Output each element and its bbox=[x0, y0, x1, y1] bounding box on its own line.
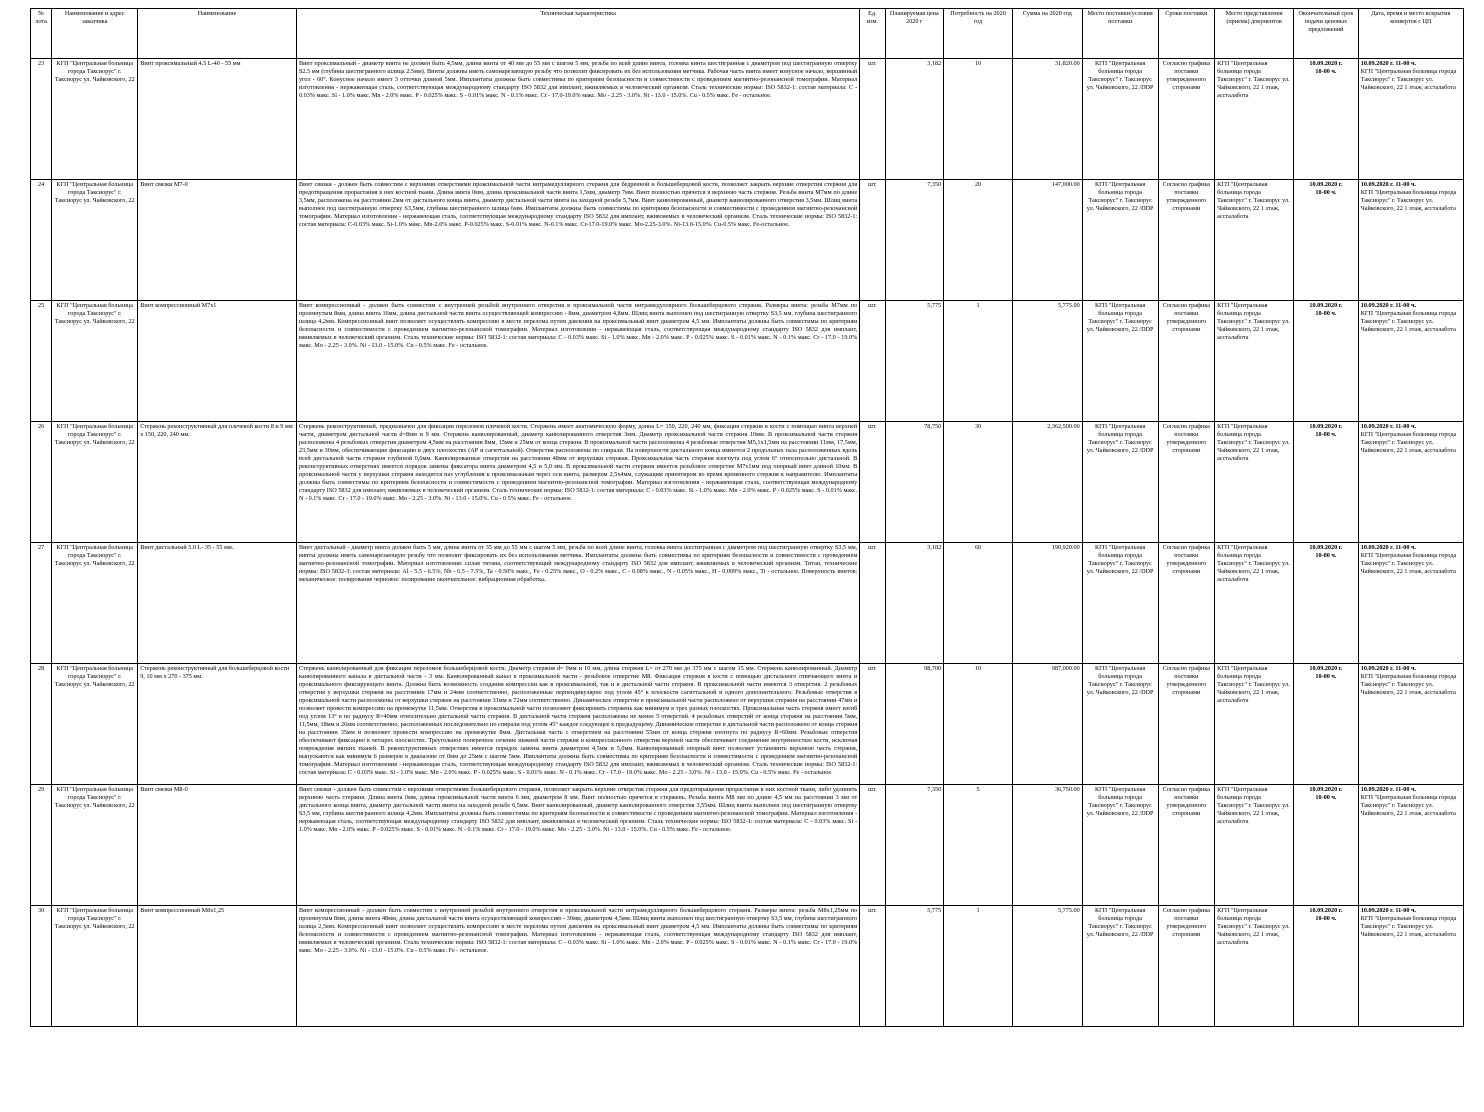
opening-datetime: 10.09.2020 г. 11-00 ч. bbox=[1360, 907, 1417, 914]
term-cell: Согласно графика поставки утвержденного сторонами bbox=[1158, 906, 1215, 1027]
deadline-time: 10-00 ч. bbox=[1315, 68, 1337, 75]
opening-place: КГП "Центральная больница города Таксиорус" г. Таксиорус ул. Чайковского, 22 1 этаж, ассталабота bbox=[1360, 431, 1457, 454]
opening-cell bbox=[1358, 543, 1463, 664]
item-spec: Винт связки - должен быть совместим с верхними отверстиями большеберцового стержня, позволяет закрыть верхние отверстия стержня для предотвращения прорастания в них костной ткани, либо удлинить верхнюю часть стержня. Длина винта 0мм, длина проксимальной части винта 6 мм, диаметром 8 мм. Винт полностью прячется в стержень. Резьба винта М8 мм по длине 4,5 мм на расстоянии 3 мм от дистального конца винта, диаметр дистальной части винта на заходной резьбе 6,5мм. Винт канюлированный, диаметр канюлированного отверстия 3,55мм. Шлиц винта выполнен под шестигранную отвертку S3,5 мм, глубина шестигранного шлица 4,2мм. Имплантаты должны быть совместимы по критериям безопасности и совместимости с проведением магнитно-резонансной томографии. Материал изготовления - нержавеющая сталь, соответствующая международному стандарту ISO 5832 для имплант, вживляемых в человеческий организм. Сталь технические нормы: ISO 5832-1: состав материала: С - 0.03% макс. Si - 1.0% макс. Mn - 2.0% макс. P - 0.025% макс. S - 0.01% макс. N - 0.1% макс. Cr - 17.0 - 19.0% макс. Mo - 2.25 - 3.0%. Ni - 13.0 - 15.0%. Cu - 0.5% макс. Fe - остальное. bbox=[296, 785, 859, 906]
header-sum: Сумма на 2020 год bbox=[1012, 9, 1082, 59]
price-cell: 78,750 bbox=[885, 422, 944, 543]
deadline-time: 10-00 ч. bbox=[1315, 794, 1337, 801]
deadline-cell bbox=[1294, 180, 1359, 301]
price-cell: 7,350 bbox=[885, 785, 944, 906]
price-cell: 3,182 bbox=[885, 543, 944, 664]
customer-cell: КГП "Центральная больница города Таксиорус" г. Таксиорус ул. Чайковского, 22 bbox=[52, 664, 138, 785]
deadline-date: 10.09.2020 г. bbox=[1309, 907, 1343, 914]
item-name: Винт связки М8-0 bbox=[138, 785, 297, 906]
item-spec: Винт компрессионный - должен быть совместим с внутренней резьбой внутреннего отверстия в проксимальной части интрамедуллярного большеберцового стержня. Размеры винта: резьба М8х1,25мм по проемнутым 8мм, длина винта 48мм, длина дистальной части винта осуществляющей компрессию - 30мм, диаметром 4,5мм. Шлиц винта выполнен под шестигранную отвертку S3,5 мм, глубина шестигранного шлица 2,5мм. Компрессионный винт позволяет осуществлять компрессию в месте перелома путем давления на проксимальный винт диаметром 4,5 мм. Имплантаты должны быть совместимы по критериям безопасности и совместимости с проведением магнитно-резонансной томографии. Материал изготовления - нержавеющая сталь, соответствующая международному стандарту ISO 5832 для имплант, вживляемых в человеческий организм. Сталь технические нормы: ISO 5832-1: состав материала: С - 0.03% макс. Si - 1.0% макс. Mn - 2.0% макс. P - 0.025% макс. S - 0.01% макс. N - 0.1% макс. Cr - 17.0 - 19.0% макс. Mo - 2.25 - 3.0%. Ni - 13.0 - 15.0%. Cu - 0.5% макс. Fe - остальное. bbox=[296, 906, 859, 1027]
opening-place: КГП "Центральная больница города Таксиорус" г. Таксиорус ул. Чайковского, 22 1 этаж, ассталабота bbox=[1360, 552, 1457, 575]
sum-cell: 36,750.00 bbox=[1012, 785, 1082, 906]
deadline-time: 10-00 ч. bbox=[1315, 189, 1337, 196]
table-row bbox=[31, 59, 1464, 180]
opening-datetime: 10.09.2020 г. 11-00 ч. bbox=[1360, 60, 1417, 67]
header-deadline: Окончательный срок подачи ценовых предложений bbox=[1294, 9, 1359, 59]
opening-place: КГП "Центральная больница города Таксиорус" г. Таксиорус ул. Чайковского, 22 1 этаж, ассталабота bbox=[1360, 673, 1457, 696]
customer-cell: КГП "Центральная больница города Таксиорус" г. Таксиорус ул. Чайковского, 22 bbox=[52, 59, 138, 180]
deadline-time: 10-00 ч. bbox=[1315, 552, 1337, 559]
delivery-cell: КГП "Центральная больница города Таксиорус" г. Таксиорус ул. Чайковского, 22 /DDP bbox=[1082, 543, 1158, 664]
sum-cell: 987,000.00 bbox=[1012, 664, 1082, 785]
deadline-date: 10.09.2020 г. bbox=[1309, 302, 1343, 309]
sum-cell: 5,775.00 bbox=[1012, 906, 1082, 1027]
opening-place: КГП "Центральная больница города Таксиорус" г. Таксиорус ул. Чайковского, 22 1 этаж, ассталабота bbox=[1360, 68, 1457, 91]
deadline-date: 10.09.2020 г. bbox=[1309, 786, 1343, 793]
delivery-cell: КГП "Центральная больница города Таксиорус" г. Таксиорус ул. Чайковского, 22 /DDP bbox=[1082, 422, 1158, 543]
sum-cell: 2,362,500.00 bbox=[1012, 422, 1082, 543]
price-cell: 5,775 bbox=[885, 906, 944, 1027]
lot-number: 27 bbox=[31, 543, 52, 664]
term-cell: Согласно графика поставки утвержденного сторонами bbox=[1158, 664, 1215, 785]
unit-cell: шт. bbox=[860, 59, 885, 180]
delivery-cell: КГП "Центральная больница города Таксиорус" г. Таксиорус ул. Чайковского, 22 /DDP bbox=[1082, 180, 1158, 301]
opening-datetime: 10.09.2020 г. 11-00 ч. bbox=[1360, 665, 1417, 672]
customer-cell: КГП "Центральная больница города Таксиорус" г. Таксиорус ул. Чайковского, 22 bbox=[52, 422, 138, 543]
unit-cell: шт. bbox=[860, 422, 885, 543]
item-spec: Стержень реконструктивный, предназначен для фиксации переломов плечевой кости. Стержень имеет анатомическую форму, длина L= 150, 220, 240 мм, фиксация стержня в кости с помощью винта верхней части, диаметром дистальной части d=8мм и 9 мм. Стержень канюлированный, диаметр канюлированного отверстия 3мм. Диаметр проксимальной части стержня 10мм. В проксимальной части стержня расположены 4 резьбовых отверстия диаметром 4,5мм на расстоянии 8мм, 15мм и 25мм от конца стержня. В проксимальной части расположены 4 резьбовые отверстия М5,1х1,5мм на расстоянии 11мм, 17,5мм, 23,5мм и 30мм, обеспечивающие фиксацию в двух плоскостях (АР и сагиттальной). Отверстия расположены по спирали. На поверхности дистального конца имеются 2 продольных паза расположенных вдоль всей дистальной части стержня глубиной 0,6мм. Канюлированные отверстия на расстоянии 48мм от верхушки стержня. Проксимальная часть стержня изогнута под углом 6° относительно дистальной. В реконструктивных отверстиях имеется порядок замены фиксатора винта диаметром 4,5 и 5,0 мм. В проксимальной части стержня имеется резьбовое отверстие М7х1мм под опорный винт длиной 10мм. В проксимальной части у верхушки стержня находится паз углубления к проксимальным через оси винта, размером 2,5х4мм, служащим ориентиром во время временного стержня к направителю. Имплантаты должны быть совместимы по критериям безопасности и совместимости с проведением магнитно-резонансной томографии. Материал изготовления - нержавеющая сталь, соответствующая международному стандарту ISO 5832 для имплант, вживляемых в человеческий организм. Сталь технические нормы: ISO 5832-1: состав материала: С - 0.03% макс. Si - 1.0% макс. Mn - 2.0% макс. P - 0.025% макс. S - 0.01% макс. N - 0.1% макс. Cr - 17.0 - 19.0% макс. Mo - 2.25 - 3.0%. Ni - 13.0 - 15.0%. Cu - 0.5% макс. Fe - остальное. bbox=[296, 422, 859, 543]
item-spec: Винт связки - должен быть совместим с верхними отверстиями проксимальной части интрамедуллярного стержня для бедренной и большеберцовой кости, позволяет закрыть верхние отверстия стержня для предотвращения прорастания в них костной ткани. Длина винта 0мм, длина проксимальной части винта 1,5мм, диаметр 7мм. Винт полностью прячется в верхнюю часть стержня. Резьба винта М7мм по длине 3,5мм, расположена на расстоянии 2мм от дистального конца винта, диаметр дистальной части винта на заходной резьбе 5,7мм. Винт канюлированный, диаметр канюлированного отверстия 3,5мм. Шлиц винта выполнен под шестигранную отвертку S3,5мм, глубина шестигранного шлица 6мм. Имплантаты должны быть совместимы по критериям безопасности и совместимости с проведением магнитно-резонансной томографии. Материал изготовления - нержавеющая сталь, соответствующая международному стандарту ISO 5832 для имплант, вживляемых в человеческий организм. Сталь технические нормы: ISO 5832-1: состав материала: С-0.03% макс. Si-1.0% макс. Mn-2.0% макс. P-0.025% макс. S-0.01% макс. N-0.1% макс. Cr-17.0-19.0% макс. Mo-2.25-3.0%. Ni-13.0-15.0%. Cu-0.5% макс. Fe-остальное. bbox=[296, 180, 859, 301]
term-cell: Согласно графика поставки утвержденного сторонами bbox=[1158, 785, 1215, 906]
table-row bbox=[31, 906, 1464, 1027]
deadline-date: 10.09.2020 г. bbox=[1309, 665, 1343, 672]
customer-cell: КГП "Центральная больница города Таксиорус" г. Таксиорус ул. Чайковского, 22 bbox=[52, 180, 138, 301]
deadline-cell bbox=[1294, 785, 1359, 906]
price-cell: 3,182 bbox=[885, 59, 944, 180]
table-row bbox=[31, 785, 1464, 906]
header-delivery-place: Место поставки/условия поставки bbox=[1082, 9, 1158, 59]
delivery-cell: КГП "Центральная больница города Таксиорус" г. Таксиорус ул. Чайковского, 22 /DDP bbox=[1082, 906, 1158, 1027]
deadline-time: 10-00 ч. bbox=[1315, 310, 1337, 317]
lot-number: 26 bbox=[31, 422, 52, 543]
customer-cell: КГП "Центральная больница города Таксиорус" г. Таксиорус ул. Чайковского, 22 bbox=[52, 301, 138, 422]
deadline-cell bbox=[1294, 906, 1359, 1027]
qty-cell: 30 bbox=[944, 422, 1013, 543]
docs-cell: КГП "Центральная больница города Таксиорус" г. Таксиорус ул. Чайковского, 22 1 этаж, ассталабота bbox=[1215, 180, 1294, 301]
table-row bbox=[31, 664, 1464, 785]
docs-cell: КГП "Центральная больница города Таксиорус" г. Таксиорус ул. Чайковского, 22 1 этаж, ассталабота bbox=[1215, 543, 1294, 664]
sum-cell: 31,820.00 bbox=[1012, 59, 1082, 180]
opening-cell bbox=[1358, 664, 1463, 785]
price-cell: 7,350 bbox=[885, 180, 944, 301]
item-name: Стержень реконструктивный для большеберцовой кости 9, 10 мм х 270 - 375 мм. bbox=[138, 664, 297, 785]
price-cell: 98,700 bbox=[885, 664, 944, 785]
header-lot: № лота bbox=[31, 9, 52, 59]
price-cell: 5,775 bbox=[885, 301, 944, 422]
deadline-cell bbox=[1294, 543, 1359, 664]
item-name: Стержень реконструктивный для плечевой кости 8 и 9 мм х 150, 220, 240 мм. bbox=[138, 422, 297, 543]
term-cell: Согласно графика поставки утвержденного сторонами bbox=[1158, 59, 1215, 180]
item-spec: Винт дистальный - диаметр винта должен быть 5 мм, длина винта от 35 мм до 55 мм с шагом 5 мм, резьба по всей длине винта, головка винта шестигранная с диаметром под шестигранную отвертку S3,5 мм, винты должны иметь самонарезающую резьбу что позволит фиксировать их без использования метчика. Имплантаты должны быть совместимы по критериям безопасности и совместимости с проведением магнитно-резонансной томографии. Материал изготовления: сплав титана, соответствующий международному стандарту ISO 5832 для имплант, вживляемых в человеческий организм. Титан, технические нормы: ISO 5832-3: состав материала: Al - 5.5 - 6.5%, Nb - 6.5 - 7.5%, Ta - 0.50% макс., Fe - 0.25% макс., О - 0.2% макс., С - 0.08% макс., N - 0.05% макс., H - 0.009% макс., Ti - остальное. Поверхность винтов: механическое: полирование черновое: полирование окончательное: вибрационная обработка. bbox=[296, 543, 859, 664]
unit-cell: шт. bbox=[860, 906, 885, 1027]
item-spec: Винт проксимальный - диаметр винта не должен быть 4,5мм, длина винта от 40 мм до 55 мм с шагом 5 мм, резьба по всей длине винта, головка винта шестигранная с диаметром под шестигранную отвертку S2.5 мм (глубина шестигранного шлица 2.5мм). Винты должны иметь самонарезающую резьбу что позволит фиксировать их без использования метчика. Рабочая часть винта имеет конусное начало, вершинный угол - 60°. Конусное начало имеет 3 отточки длиной 5мм. Имплантаты должны быть совместимы по критериям безопасности и совместимости с проведением магнитно-резонансной томографии. Материал изготовления - нержавеющая сталь, соответствующая международному стандарту ISO 5832 для имплант, вживляемых в человеческий организм. Сталь технические нормы: ISO 5832-1: состав материала: С - 0.03% макс. Si - 1.0% макс. Mn - 2.0% макс. P - 0.025% макс. S - 0.01% макс. N - 0.1% макс. Cr - 17.0-19.0% макс. Mo - 2.25 - 3.0%. Ni - 13.0 - 15.0%. Cu - 0.5% макс. Fe - остальное. bbox=[296, 59, 859, 180]
header-customer: Наименование и адрес заказчика bbox=[52, 9, 138, 59]
opening-place: КГП "Центральная больница города Таксиорус" г. Таксиорус ул. Чайковского, 22 1 этаж, ассталабота bbox=[1360, 915, 1457, 938]
unit-cell: шт. bbox=[860, 785, 885, 906]
qty-cell: 20 bbox=[944, 180, 1013, 301]
opening-datetime: 10.09.2020 г. 11-00 ч. bbox=[1360, 302, 1417, 309]
qty-cell: 10 bbox=[944, 664, 1013, 785]
delivery-cell: КГП "Центральная больница города Таксиорус" г. Таксиорус ул. Чайковского, 22 /DDP bbox=[1082, 664, 1158, 785]
deadline-cell bbox=[1294, 422, 1359, 543]
opening-cell bbox=[1358, 59, 1463, 180]
opening-cell bbox=[1358, 301, 1463, 422]
header-term: Сроки поставки bbox=[1158, 9, 1215, 59]
item-name: Винт дистальный 5.0 L- 35 - 55 мм. bbox=[138, 543, 297, 664]
item-spec: Стержень канюлированный для фиксации переломов большеберцовой кости. Диаметр стержня d= 9мм и 10 мм, длина стержня L= от 270 мм до 375 мм с шагом 15 мм. Стержень канюлированный. Диаметр канюлированного канала в дистальной части - 3 мм. Канюлированный канал в проксимальной части - резьбовое отверстие М8. Фиксация стержня в кости с помощью дистального отвечающего винта и проксимального фиксирующего винта. Должна быть возможность создания компрессии как в проксимальной, так и в дистальной части стержня. В проксимальной части имеются 3 отверстия. 2 резьбовых отверстия у верхушки стержня на расстоянии 17мм и 24мм соответственно, расположенные перпендикулярно под углом 45° к плоскости сагиттальной и одного дополнительного. Резьбовые отверстия в проксимальной части расположены от верхушки стержня на расстоянии 31мм и 72мм соответственно. Динамическое отверстие в проксимальной части расположено от верхушки стержня на расстоянии 47мм и позволяет провести компрессию на промежутке 11,5мм. Отверстия в проксимальной части позволяют фиксировать стержень как минимум в трех разных плоскостях. Проксимальная часть стержня имеет изгиб под углом 13° в по радиусу R=40мм относительно дистальной части стержня. В дистальной части стержня расположены не менее 5 отверстий. 4 резьбовых отверстий от конца стержня на расстоянии 5мм, 11,5мм, 18мм и 26мм соответственно, расположенных последовательно по спирали под углом 45° каждое следующее к предыдущему. Динамическое отверстие в дистальной части расположено от конца стержня на расстоянии 35мм и позволяет провести компрессию на промежутке 8мм. Дистальная часть с отверстием на расстоянии 55мм от конца стержня изогнута по радиусу R=60мм. Резьбовые отверстия обеспечивают фиксацию в четырех плоскостях. Треугольное поперечное сечение нижней части стержня и компрессионного отверстия верхней части обеспечивает соединение внутренностью кости, исключая повреждения мягких тканей. В реконструктивных отверстиях имеется порядок замены винта диаметром 4,5мм и 5,0мм. Канюлированный опорный винт позволяет установить верхнюю часть стержня, выпускаются как минимум 6 размеров в диапазоне от 0мм до 25мм с шагом 5мм. Имплантаты должны быть совместимы по критериям безопасности и совместимости с проведением магнитно-резонансной томографии. Материал изготовления - нержавеющая сталь, соответствующая международному стандарту ISO 5832 для имплант, вживляемых в человеческий организм. Сталь технические нормы: ISO 5832-1: состав материала: С - 0.03% макс. Si - 1.0% макс. Mn - 2.0% макс. P - 0.025% макс. S - 0.01% макс. N - 0.1% макс. Cr - 17.0 - 19.0% макс. Mo - 2.25 - 3.0%. Ni - 13.0 - 15.0%. Cu - 0.5% макс. Fe - остальное. bbox=[296, 664, 859, 785]
lot-number: 28 bbox=[31, 664, 52, 785]
docs-cell: КГП "Центральная больница города Таксиорус" г. Таксиорус ул. Чайковского, 22 1 этаж, ассталабота bbox=[1215, 422, 1294, 543]
lot-number: 30 bbox=[31, 906, 52, 1027]
deadline-time: 10-00 ч. bbox=[1315, 915, 1337, 922]
docs-cell: КГП "Центральная больница города Таксиорус" г. Таксиорус ул. Чайковского, 22 1 этаж, ассталабота bbox=[1215, 785, 1294, 906]
customer-cell: КГП "Центральная больница города Таксиорус" г. Таксиорус ул. Чайковского, 22 bbox=[52, 543, 138, 664]
table-header-row bbox=[31, 9, 1464, 59]
header-unit: Ед. изм. bbox=[860, 9, 885, 59]
opening-place: КГП "Центральная больница города Таксиорус" г. Таксиорус ул. Чайковского, 22 1 этаж, ассталабота bbox=[1360, 310, 1457, 333]
term-cell: Согласно графика поставки утвержденного сторонами bbox=[1158, 301, 1215, 422]
table-row bbox=[31, 422, 1464, 543]
item-name: Винт компрессионный М8х1,25 bbox=[138, 906, 297, 1027]
delivery-cell: КГП "Центральная больница города Таксиорус" г. Таксиорус ул. Чайковского, 22 /DDP bbox=[1082, 59, 1158, 180]
header-spec: Техническая характеристика bbox=[296, 9, 859, 59]
opening-place: КГП "Центральная больница города Таксиорус" г. Таксиорус ул. Чайковского, 22 1 этаж, ассталабота bbox=[1360, 794, 1457, 817]
qty-cell: 10 bbox=[944, 59, 1013, 180]
table-row bbox=[31, 301, 1464, 422]
delivery-cell: КГП "Центральная больница города Таксиорус" г. Таксиорус ул. Чайковского, 22 /DDP bbox=[1082, 785, 1158, 906]
docs-cell: КГП "Центральная больница города Таксиорус" г. Таксиорус ул. Чайковского, 22 1 этаж, ассталабота bbox=[1215, 906, 1294, 1027]
opening-datetime: 10.09.2020 г. 11-00 ч. bbox=[1360, 544, 1417, 551]
header-name: Наименование bbox=[138, 9, 297, 59]
customer-cell: КГП "Центральная больница города Таксиорус" г. Таксиорус ул. Чайковского, 22 bbox=[52, 906, 138, 1027]
opening-cell bbox=[1358, 906, 1463, 1027]
opening-cell bbox=[1358, 422, 1463, 543]
lot-number: 24 bbox=[31, 180, 52, 301]
unit-cell: шт. bbox=[860, 301, 885, 422]
deadline-date: 10.09.2020 г. bbox=[1309, 544, 1343, 551]
header-docs-place: Место представления (приема) документов bbox=[1215, 9, 1294, 59]
unit-cell: шт. bbox=[860, 180, 885, 301]
customer-cell: КГП "Центральная больница города Таксиорус" г. Таксиорус ул. Чайковского, 22 bbox=[52, 785, 138, 906]
opening-cell bbox=[1358, 785, 1463, 906]
lot-number: 23 bbox=[31, 59, 52, 180]
opening-place: КГП "Центральная больница города Таксиорус" г. Таксиорус ул. Чайковского, 22 1 этаж, ассталабота bbox=[1360, 189, 1457, 212]
opening-datetime: 10.09.2020 г. 11-00 ч. bbox=[1360, 181, 1417, 188]
header-qty: Потребность на 2020 год bbox=[944, 9, 1013, 59]
opening-cell bbox=[1358, 180, 1463, 301]
term-cell: Согласно графика поставки утвержденного сторонами bbox=[1158, 422, 1215, 543]
docs-cell: КГП "Центральная больница города Таксиорус" г. Таксиорус ул. Чайковского, 22 1 этаж, ассталабота bbox=[1215, 664, 1294, 785]
sum-cell: 190,920.00 bbox=[1012, 543, 1082, 664]
qty-cell: 5 bbox=[944, 785, 1013, 906]
item-name: Винт компрессионный М7х1 bbox=[138, 301, 297, 422]
term-cell: Согласно графика поставки утвержденного сторонами bbox=[1158, 180, 1215, 301]
item-spec: Винт компрессионный - должен быть совместим с внутренней резьбой внутреннего отверстия в проксимальной части интрамедуллярного большеберцового стержня. Размеры винта: резьба М7мм по проемнутым 8мм, длина винта 16мм, длина дистальной части винта осуществляющей компрессию - 8мм, диаметром 4,8мм. Шлиц винта выполнен под шестигранную отвертку S3,5 мм, глубина шестигранного шлица 4,2мм. Компрессионный винт позволяет осуществлять компрессию в месте перелома путем давления на проксимальный винт диаметром 4,5 мм. Имплантаты должны быть совместимы по критериям безопасности и совместимости с проведением магнитно-резонансной томографии. Материал изготовления - нержавеющая сталь, соответствующая международному стандарту ISO 5832 для имплант, вживляемых в человеческий организм. Сталь технические нормы: ISO 5832-1: состав материала: С - 0.03% макс. Si - 1.0% макс. Mn - 2.0% макс. P - 0.025% макс. S - 0.01% макс. N - 0.1% макс. Cr - 17.0 - 19.0% макс. Mo - 2.25 - 3.0%. Ni - 13.0 - 15.0%. Cu - 0.5% макс. Fe - остальное. bbox=[296, 301, 859, 422]
table-row bbox=[31, 543, 1464, 664]
delivery-cell: КГП "Центральная больница города Таксиорус" г. Таксиорус ул. Чайковского, 22 /DDP bbox=[1082, 301, 1158, 422]
lot-number: 25 bbox=[31, 301, 52, 422]
qty-cell: 1 bbox=[944, 906, 1013, 1027]
qty-cell: 1 bbox=[944, 301, 1013, 422]
deadline-time: 10-00 ч. bbox=[1315, 431, 1337, 438]
lot-number: 29 bbox=[31, 785, 52, 906]
docs-cell: КГП "Центральная больница города Таксиорус" г. Таксиорус ул. Чайковского, 22 1 этаж, ассталабота bbox=[1215, 59, 1294, 180]
sum-cell: 5,775.00 bbox=[1012, 301, 1082, 422]
docs-cell: КГП "Центральная больница города Таксиорус" г. Таксиорус ул. Чайковского, 22 1 этаж, ассталабота bbox=[1215, 301, 1294, 422]
term-cell: Согласно графика поставки утвержденного сторонами bbox=[1158, 543, 1215, 664]
deadline-date: 10.09.2020 г. bbox=[1309, 181, 1343, 188]
sum-cell: 147,000.00 bbox=[1012, 180, 1082, 301]
item-name: Винт проксимальный 4.5 L-40 - 55 мм bbox=[138, 59, 297, 180]
opening-datetime: 10.09.2020 г. 11-00 ч. bbox=[1360, 423, 1417, 430]
opening-datetime: 10.09.2020 г. 11-00 ч. bbox=[1360, 786, 1417, 793]
item-name: Винт связки М7-0 bbox=[138, 180, 297, 301]
qty-cell: 60 bbox=[944, 543, 1013, 664]
deadline-cell bbox=[1294, 59, 1359, 180]
deadline-time: 10-00 ч. bbox=[1315, 673, 1337, 680]
deadline-date: 10.09.2020 г. bbox=[1309, 60, 1343, 67]
unit-cell: шт. bbox=[860, 664, 885, 785]
unit-cell: шт. bbox=[860, 543, 885, 664]
deadline-cell bbox=[1294, 664, 1359, 785]
table-row bbox=[31, 180, 1464, 301]
header-opening: Дата, время и место вскрытия конвертов с ЦП bbox=[1358, 9, 1463, 59]
deadline-date: 10.09.2020 г. bbox=[1309, 423, 1343, 430]
deadline-cell bbox=[1294, 301, 1359, 422]
tender-table bbox=[30, 8, 1464, 1027]
header-price: Планируемая цена 2020 г bbox=[885, 9, 944, 59]
